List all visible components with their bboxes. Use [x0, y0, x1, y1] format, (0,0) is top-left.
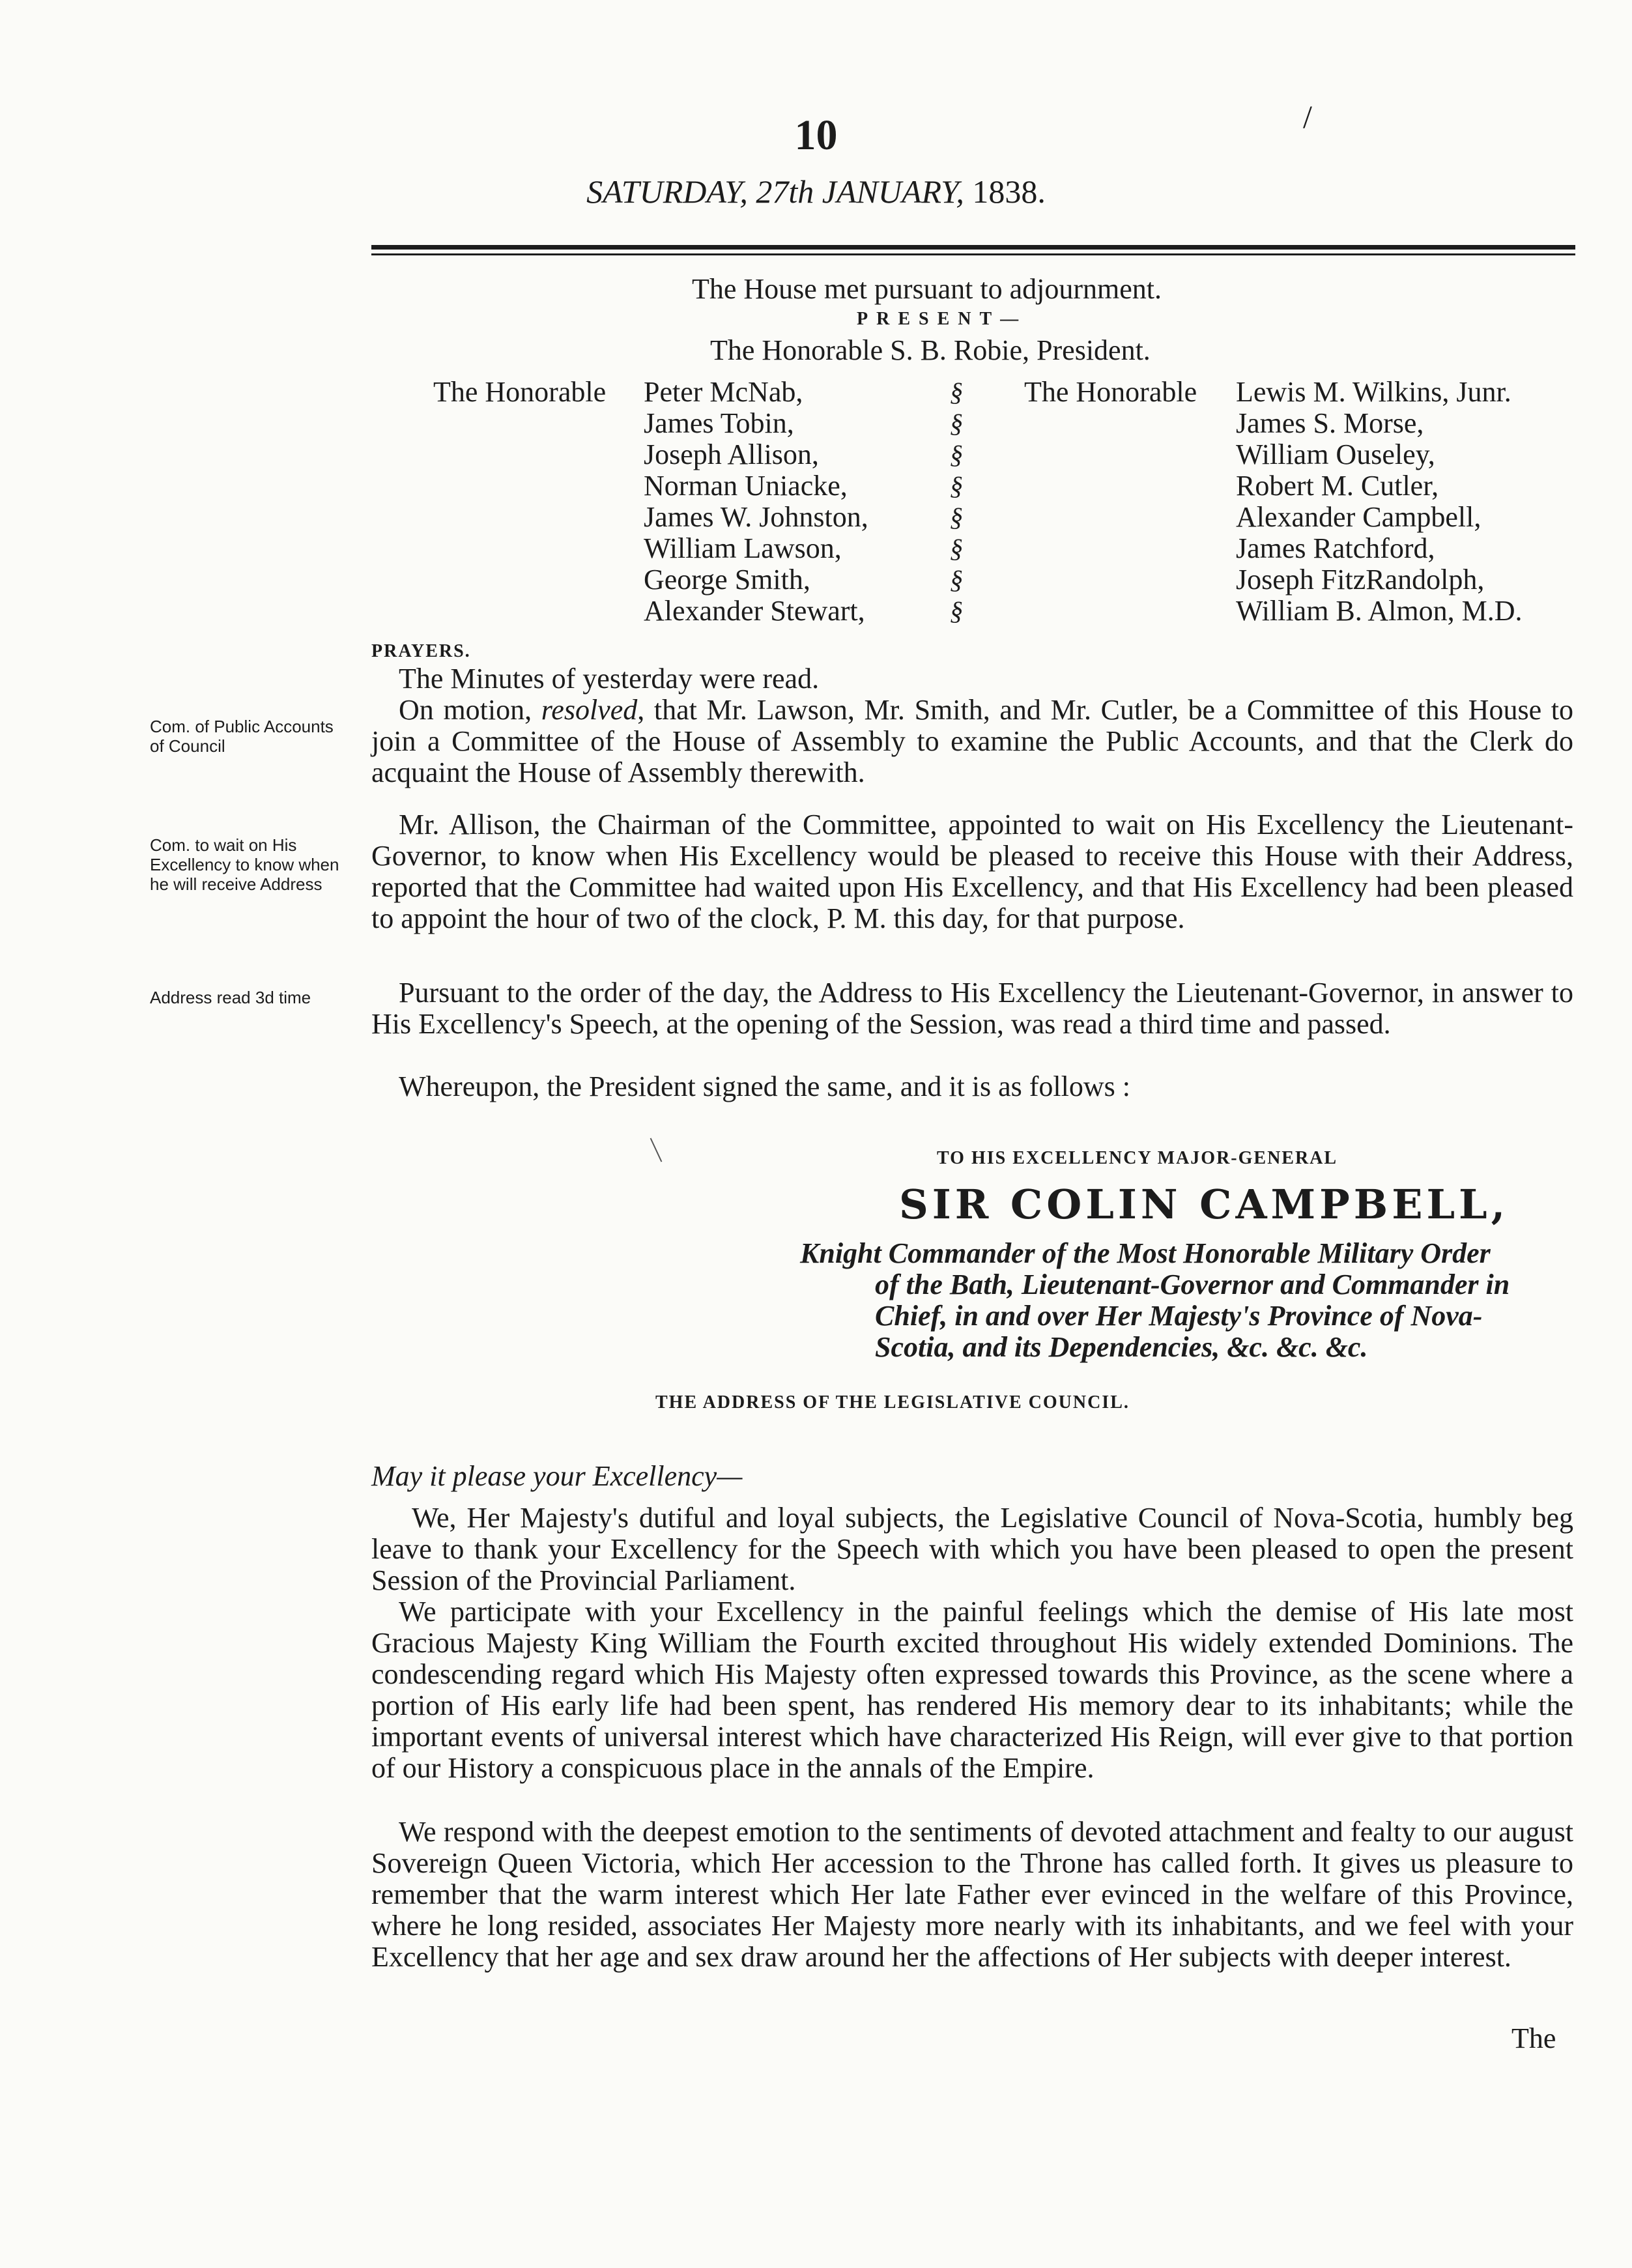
pursuant-paragraph: Pursuant to the order of the day, the Address to His Excellency the Lieutenant-Governor, in answer to His Excellency's Speech, at the opening of the Session, was read a third time and passed.	[371, 977, 1573, 1040]
right-member-name: William Ouseley,	[1236, 438, 1435, 470]
right-member-name: Lewis M. Wilkins, Junr.	[1236, 376, 1511, 408]
section-separator: §	[950, 409, 963, 438]
right-member-name: James S. Morse,	[1236, 407, 1424, 439]
margin-note-public-accounts: Com. of Public Accounts of Council	[150, 717, 334, 756]
recipient-title-block	[800, 1238, 1582, 1363]
whereupon-paragraph: Whereupon, the President signed the same, and it is as follows :	[399, 1070, 1130, 1102]
stray-mark	[650, 1138, 663, 1162]
left-member-name: James Tobin,	[644, 407, 794, 439]
section-separator: §	[950, 471, 963, 500]
address-recipient-line: TO HIS EXCELLENCY MAJOR-GENERAL	[937, 1148, 1338, 1168]
right-member-name: James Ratchford,	[1236, 532, 1435, 564]
section-separator: §	[950, 534, 963, 563]
motion-paragraph	[371, 695, 1573, 788]
left-member-name: Joseph Allison,	[644, 438, 819, 470]
heading-rule-thin	[371, 253, 1575, 255]
salutation: May it please your Excellency—	[371, 1460, 743, 1492]
address-paragraph-3: We respond with the deepest emotion to the sentiments of devoted attachment and fealty to our august Sovereign Queen Victoria, which Her accession to the Throne has called forth. It gives us pleasure to remember that the warm interest which Her late Father ever evinced in the welfare of this Province, where he long resided, associates Her Majesty more nearly with its inhabitants, and we feel with your Excellency that her age and sex draw around her the affections of Her subjects with deeper interest.	[371, 1816, 1573, 1973]
section-separator: §	[950, 596, 963, 625]
address-paragraph-2: We participate with your Excellency in the painful feelings which the demise of His late most Gracious Majesty King William the Fourth excited throughout His widely extended Dominions. The condescending regard which His Majesty often expressed towards this Province, as the scene where a portion of His early life had been spent, has rendered His memory dear to its inhabitants; while the important events of universal interest which have characterized His Reign, will ever give to that portion of our History a conspicuous place in the annals of the Empire.	[371, 1596, 1573, 1784]
left-member-name: George Smith,	[644, 564, 810, 596]
corner-mark: /	[1303, 98, 1312, 135]
prayers-heading: PRAYERS.	[371, 641, 471, 661]
section-separator: §	[950, 377, 963, 407]
motion-resolved: resolved	[541, 694, 638, 726]
president-line: The Honorable S. B. Robie, President.	[710, 334, 1151, 366]
house-met-line: The House met pursuant to adjournment.	[692, 273, 1162, 305]
section-separator: §	[950, 565, 963, 594]
address-paragraph-1: We, Her Majesty's dutiful and loyal subjects, the Legislative Council of Nova-Scotia, humbly beg leave to thank your Excellency for the Speech with which you have been pleased to open the present Session of the Provincial Parliament.	[371, 1502, 1573, 1596]
left-member-name: Peter McNab,	[644, 376, 803, 408]
address-recipient-name: SIR COLIN CAMPBELL,	[899, 1181, 1510, 1228]
motion-before: On motion,	[399, 694, 541, 726]
section-separator: §	[950, 502, 963, 532]
right-honorable-prefix: The Honorable	[1024, 376, 1197, 408]
date-line-text: SATURDAY, 27th JANUARY,	[586, 173, 964, 210]
section-separator: §	[950, 440, 963, 469]
left-member-name: James W. Johnston,	[644, 501, 868, 533]
date-year: 1838.	[972, 173, 1046, 210]
right-member-name: Robert M. Cutler,	[1236, 470, 1439, 502]
catchword: The	[1511, 2022, 1556, 2054]
left-honorable-prefix: The Honorable	[433, 376, 607, 408]
left-member-name: Alexander Stewart,	[644, 595, 865, 627]
right-member-name: Alexander Campbell,	[1236, 501, 1482, 533]
left-member-name: Norman Uniacke,	[644, 470, 848, 502]
recipient-title-line: of the Bath, Lieutenant-Governor and Commander in	[875, 1269, 1510, 1300]
present-label: PRESENT—	[857, 309, 1027, 329]
margin-note-wait-on: Com. to wait on His Excellency to know when he will receive Address	[150, 835, 339, 894]
address-heading: THE ADDRESS OF THE LEGISLATIVE COUNCIL.	[655, 1392, 1130, 1413]
allison-paragraph: Mr. Allison, the Chairman of the Committee, appointed to wait on His Excellency the Lieutenant-Governor, to know when His Excellency would be pleased to receive this House with their Address, reported that the Committee had waited upon His Excellency, and that His Excellency had been pleased to appoint the hour of two of the clock, P. M. this day, for that purpose.	[371, 809, 1573, 934]
recipient-title-line: Scotia, and its Dependencies, &c. &c. &c.	[875, 1331, 1368, 1363]
motion-after: , that Mr. Lawson, Mr. Smith, and Mr. Cutler, be a Committee of this House to join a Committee of the House of Assembly to examine the Public Accounts, and that the Clerk do acquaint the House of Assembly therewith.	[371, 694, 1573, 788]
recipient-title-line: Chief, in and over Her Majesty's Province of Nova-	[875, 1300, 1483, 1332]
left-member-name: William Lawson,	[644, 532, 842, 564]
right-member-name: William B. Almon, M.D.	[1236, 595, 1523, 627]
margin-note-address-read: Address read 3d time	[150, 988, 311, 1007]
page-number: 10	[794, 111, 838, 159]
date-line	[0, 173, 1632, 210]
minutes-paragraph: The Minutes of yesterday were read.	[399, 663, 820, 695]
recipient-title-line: Knight Commander of the Most Honorable Military Order	[800, 1237, 1491, 1269]
right-member-name: Joseph FitzRandolph,	[1236, 564, 1485, 596]
heading-rule-thick	[371, 245, 1575, 250]
